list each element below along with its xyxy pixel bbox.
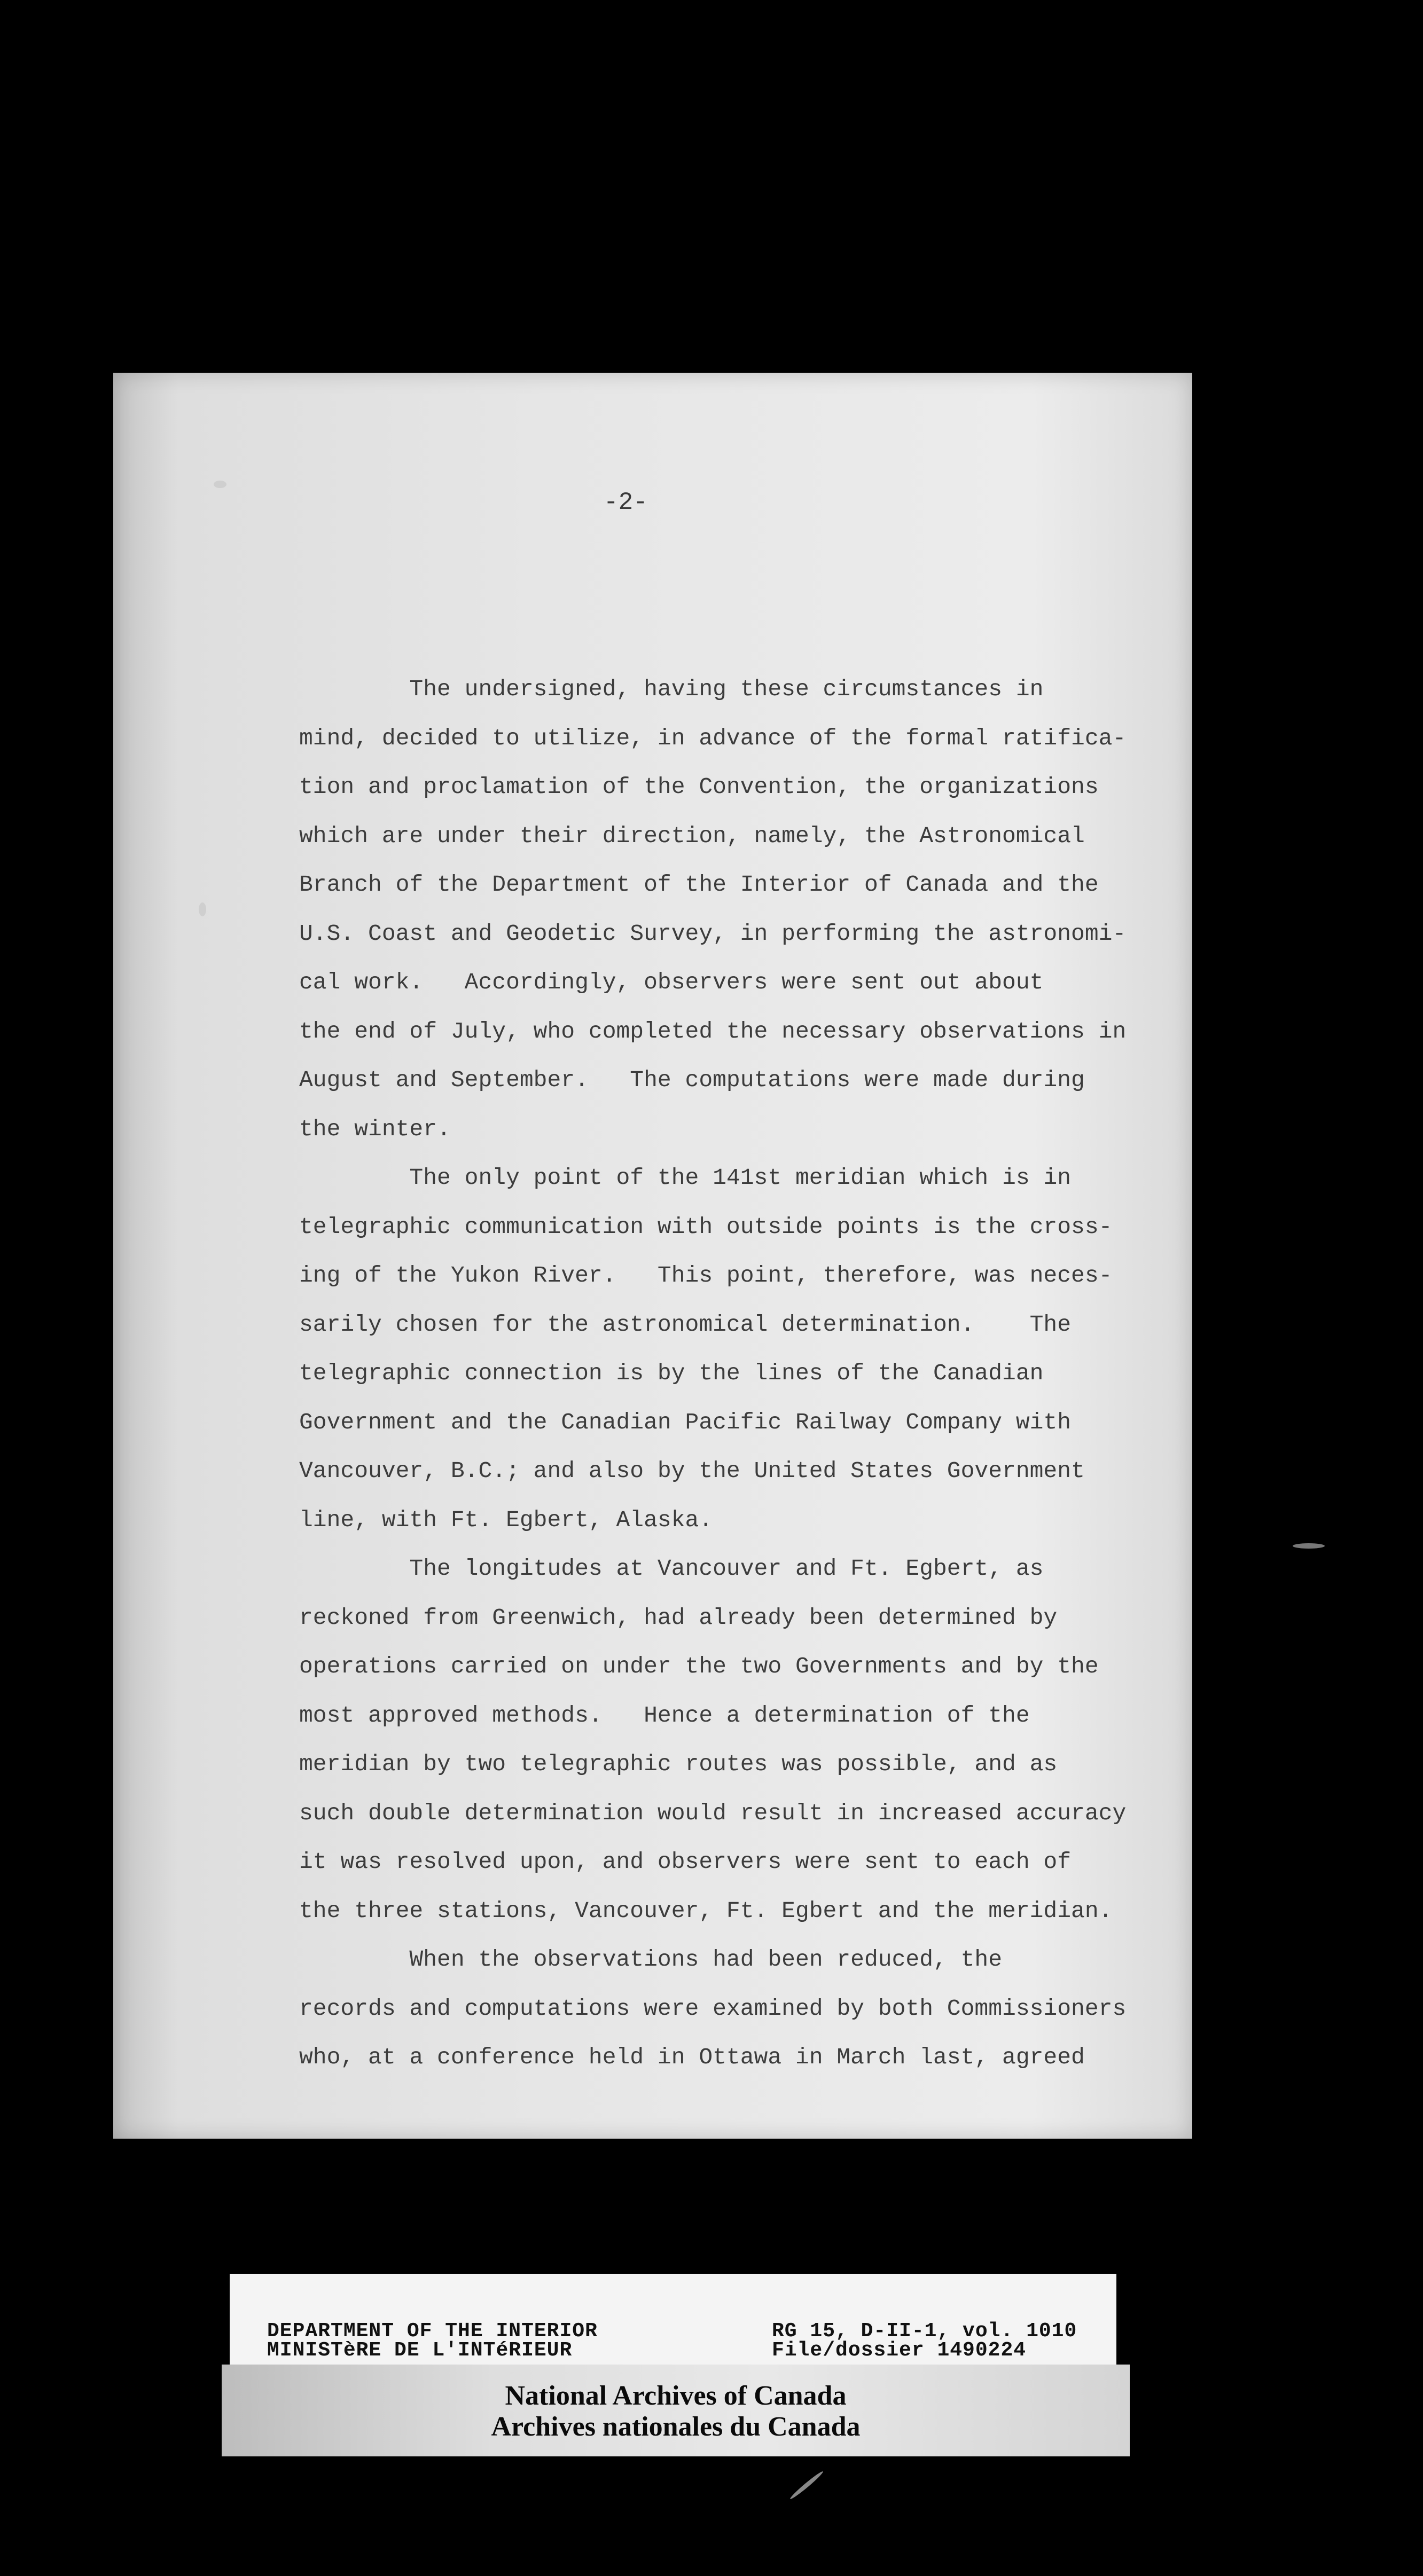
text-line: records and computations were examined by both Commissioners (299, 1995, 1127, 2022)
text-line: tion and proclamation of the Convention, the organizations (299, 774, 1099, 800)
text-line: Government and the Canadian Pacific Railway Company with (299, 1409, 1072, 1435)
text-line: operations carried on under the two Governments and by the (299, 1653, 1099, 1679)
text-line: U.S. Coast and Geodetic Survey, in performing the astronomi- (299, 920, 1127, 947)
text-line: The undersigned, having these circumstances in (299, 676, 1044, 702)
scan-speck (199, 902, 206, 916)
department-name-fr: MINISTèRE DE L'INTéRIEUR (267, 2339, 573, 2362)
text-line: who, at a conference held in Ottawa in March last, agreed (299, 2044, 1085, 2070)
text-line: The longitudes at Vancouver and Ft. Egbert, as (299, 1556, 1044, 1582)
department-block (267, 2322, 598, 2360)
text-line: Vancouver, B.C.; and also by the United States Government (299, 1458, 1085, 1484)
record-group-reference: RG 15, D-II-1, vol. 1010 (772, 2320, 1077, 2343)
archive-name-en: National Archives of Canada (505, 2381, 847, 2411)
reference-block (772, 2322, 1077, 2360)
text-line: mind, decided to utilize, in advance of the formal ratifica- (299, 725, 1127, 751)
archive-banner (222, 2365, 1130, 2456)
scan-speck (1293, 1543, 1325, 1549)
text-line: the winter. (299, 1116, 451, 1142)
text-line: telegraphic communication with outside points is the cross- (299, 1213, 1113, 1240)
archive-name-fr: Archives nationales du Canada (491, 2412, 861, 2442)
document-body (299, 665, 1127, 2082)
text-line: most approved methods. Hence a determination of the (299, 1702, 1030, 1729)
text-line: line, with Ft. Egbert, Alaska. (299, 1506, 713, 1533)
text-line: Branch of the Department of the Interior of Canada and the (299, 871, 1099, 898)
text-line: When the observations had been reduced, the (299, 1946, 1003, 1973)
scan-speck (214, 481, 226, 488)
text-line: meridian by two telegraphic routes was possible, and as (299, 1751, 1058, 1777)
page-number: -2- (604, 489, 648, 516)
text-line: ing of the Yukon River. This point, therefore, was neces- (299, 1262, 1113, 1289)
archive-name-block (222, 2381, 1130, 2443)
scan-speck (789, 2470, 824, 2501)
text-line: the end of July, who completed the necessary observations in (299, 1018, 1127, 1044)
text-line: telegraphic connection is by the lines of the Canadian (299, 1360, 1044, 1386)
text-line: it was resolved upon, and observers were sent to each of (299, 1849, 1072, 1875)
text-line: cal work. Accordingly, observers were sent out about (299, 969, 1044, 995)
text-line: such double determination would result in increased accuracy (299, 1800, 1127, 1826)
text-line: sarily chosen for the astronomical determination. The (299, 1311, 1072, 1338)
text-line: August and September. The computations were made during (299, 1067, 1085, 1093)
department-name-en: DEPARTMENT OF THE INTERIOR (267, 2320, 598, 2343)
text-line: the three stations, Vancouver, Ft. Egbert and the meridian. (299, 1897, 1113, 1924)
text-line: reckoned from Greenwich, had already been determined by (299, 1604, 1058, 1631)
text-line: The only point of the 141st meridian which is in (299, 1165, 1072, 1191)
text-line: which are under their direction, namely, the Astronomical (299, 822, 1085, 849)
file-dossier-number: File/dossier 1490224 (772, 2339, 1027, 2362)
archive-reference-label (230, 2274, 1116, 2365)
